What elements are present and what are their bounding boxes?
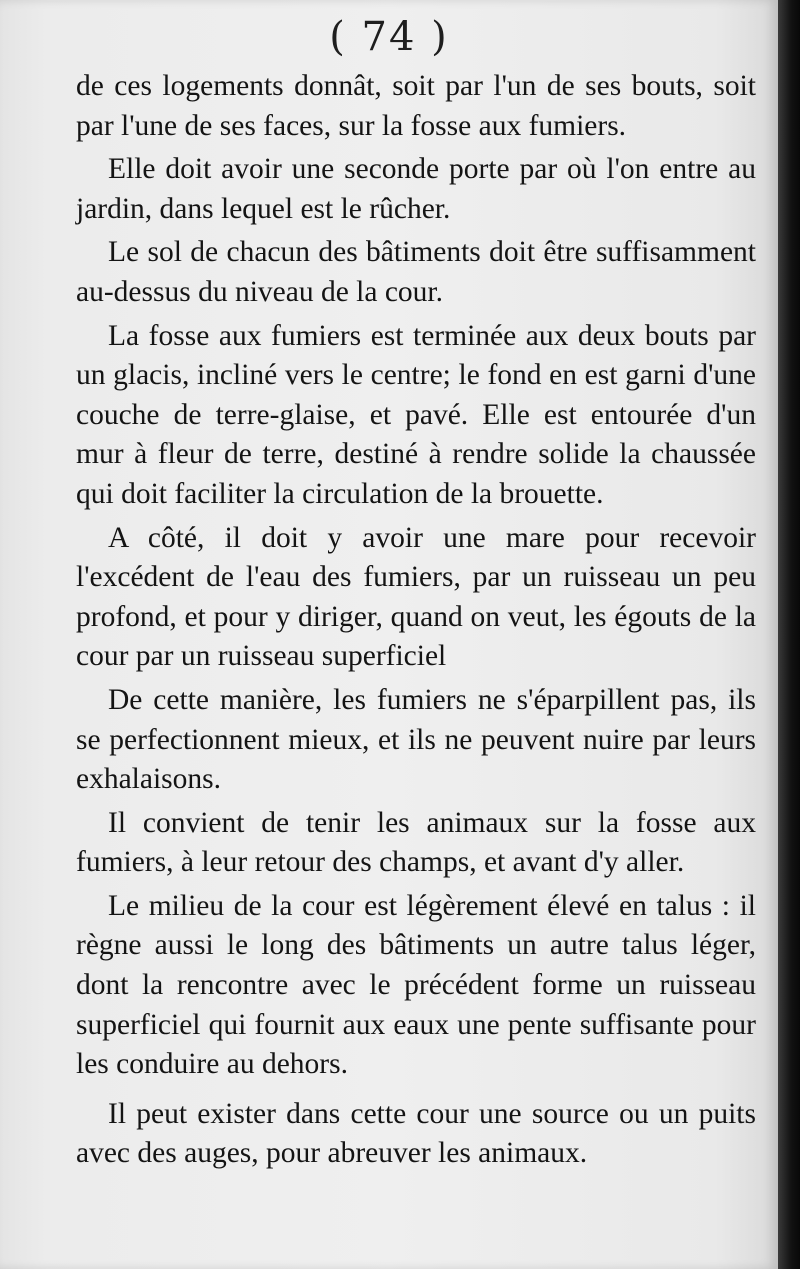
- paragraph: Le milieu de la cour est légèrement élevé en talus : il règne aussi le long des bâtiments un autre talus léger, dont la rencontre avec le précédent forme un ruisseau superficiel qui fournit aux eaux une pente suffisante pour les conduire au dehors.: [76, 889, 756, 1081]
- paragraph: de ces logements donnât, soit par l'un de ses bouts, soit par l'une de ses faces, sur la fosse aux fumiers.: [76, 70, 756, 142]
- page-number-header: ( 74 ): [329, 14, 449, 60]
- paragraph: La fosse aux fumiers est terminée aux deux bouts par un glacis, incliné vers le centre; le fond en est garni d'une couche de terre-glaise, et pavé. Elle est entourée d'un mur à fleur de terre, destiné à rendre solide la chaussée qui doit faciliter la circulation de la brouette.: [76, 319, 756, 510]
- paragraph: Il convient de tenir les animaux sur la fosse aux fumiers, à leur retour des champs, et avant d'y aller.: [76, 806, 756, 879]
- paragraph: Elle doit avoir une seconde porte par où l'on entre au jardin, dans lequel est le rûcher.: [76, 153, 756, 225]
- book-spine-shadow: [778, 0, 800, 1269]
- paragraph: De cette manière, les fumiers ne s'éparpillent pas, ils se perfectionnent mieux, et ils ne peuvent nuire par leurs exhalaisons.: [76, 683, 756, 796]
- page-body: [76, 67, 756, 1174]
- paragraph: Il peut exister dans cette cour une source ou un puits avec des auges, pour abreuver les animaux.: [76, 1097, 756, 1170]
- paragraph: Le sol de chacun des bâtiments doit être suffisamment au-dessus du niveau de la cour.: [76, 236, 756, 308]
- paragraph: A côté, il doit y avoir une mare pour recevoir l'excédent de l'eau des fumiers, par un ruisseau un peu profond, et pour y diriger, quand on veut, les égouts de la cour par un ruisseau superficiel: [76, 521, 756, 673]
